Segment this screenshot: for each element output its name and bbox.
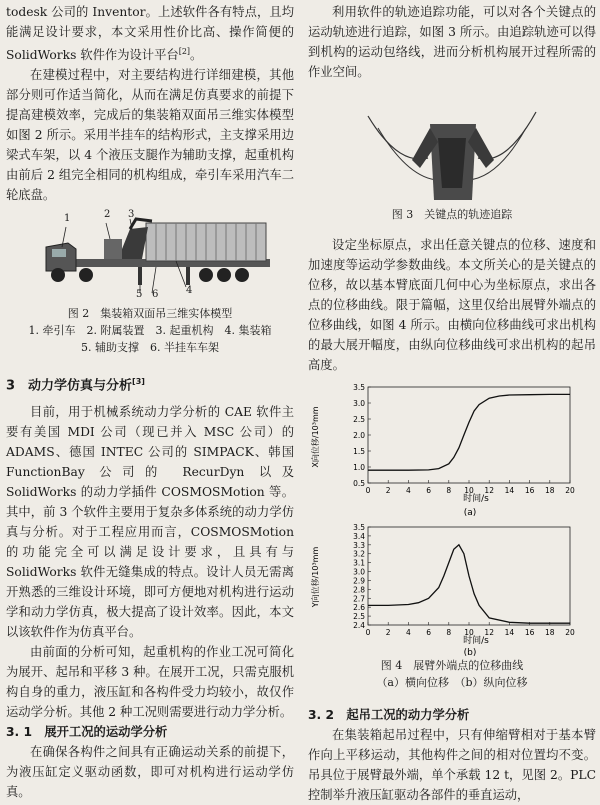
callout-label: 3	[128, 209, 135, 221]
y-tick-label: 3.5	[353, 383, 365, 392]
section-heading	[6, 372, 294, 396]
series-line	[368, 545, 570, 623]
figure-2	[6, 209, 294, 301]
x-tick-label: 12	[484, 628, 494, 637]
citation: [3]	[132, 377, 145, 387]
y-displacement-chart	[308, 519, 596, 657]
citation: [2]	[178, 47, 191, 56]
y-tick-label: 2.9	[353, 576, 365, 586]
figure-legend: 1. 牵引车 2. 附属装置 3. 起重机构 4. 集装箱	[28, 324, 272, 338]
x-tick-label: 4	[406, 486, 411, 495]
paragraph: 目前，用于机械系统动力学分析的 CAE 软件主要有美国 MDI 公司（现已并入 MSC 公司）的 ADAMS、德国 INTEC 公司的 SIMPACK、韩国 FunctionBay 公司的 RecurDyn 以及 SolidWorks 的动力学插件 COSMOSMotion 等。其中，前 3 个软件主要用于复杂多体系统的动力学仿真与分析。对于工程应用而言，COSMOSMotion 的功能完全可以满足设计要求，且具有与 SolidWorks 软件无缝集成的特点。设计人员无需离开熟悉的三维设计环境，即可方便地对机构进行运动学和动力学仿真，极大提高了设计效率。因此，本文以该软件作为仿真平台。	[6, 405, 294, 640]
callout-label: 1	[64, 213, 71, 225]
right-column	[308, 0, 596, 805]
x-tick-label: 14	[504, 628, 515, 637]
y-tick-label: 3.2	[353, 549, 365, 559]
y-tick-label: 2.4	[353, 621, 365, 630]
callout-label: 4	[186, 285, 193, 297]
figure-legend: 5. 辅助支撑 6. 半挂车车架	[81, 341, 219, 355]
text: 。	[190, 48, 203, 63]
x-tick-label: 10	[464, 486, 474, 495]
paragraph: 利用软件的轨迹追踪功能，可以对各个关键点的运动轨迹进行追踪，如图 3 所示。由追踪轨迹可以得到机构的运动包络线，进而分析机构展开过程所需的作业空间。	[308, 5, 596, 79]
heading-text: 3 动力学仿真与分析	[6, 378, 133, 394]
paragraph: 在确保各构件之间具有正确运动关系的前提下，为液压缸定义驱动函数，即可对机构进行运动学仿真。	[6, 745, 294, 800]
y-tick-label: 3.5	[353, 523, 365, 532]
subsection-heading: 3. 2 起吊工况的动力学分析	[308, 708, 470, 722]
x-tick-label: 8	[446, 628, 452, 637]
y-tick-label: 2.5	[353, 612, 365, 622]
figure-4b	[308, 519, 596, 657]
x-tick-label: 16	[524, 628, 535, 637]
x-tick-label: 16	[524, 486, 535, 495]
y-tick-label: 2.7	[353, 594, 365, 604]
figure-caption: 图 3 关键点的轨迹追踪	[391, 208, 513, 221]
y-tick-label: 3.4	[353, 531, 365, 541]
y-tick-label: 3.3	[353, 540, 365, 550]
y-tick-label: 0.5	[353, 479, 365, 488]
x-axis-label: 时间/s	[463, 494, 489, 504]
y-tick-label: 3.1	[353, 558, 365, 568]
x-tick-label: 6	[426, 628, 431, 637]
figure-4a	[308, 379, 596, 519]
x-tick-label: 12	[484, 486, 494, 495]
figure-caption: 图 2 集装箱双面吊三维实体模型	[67, 307, 233, 321]
figure-caption: 图 4 展臂外端点的位移曲线	[380, 659, 524, 672]
paragraph: 在建模过程中，对主要结构进行详细建模，其他部分则可作适当简化，从而在满足仿真要求的前提下提高建模效率，完成后的集装箱双面吊三维实体模型如图 2 所示。采用半挂车的结构形式，主支撑采用边梁式车架，以 4 个液压支腿作为辅助支撑，起重机构由前后 2 组完全相同的机构组成，牵引车采用汽车二轮底盘。	[6, 68, 294, 203]
trajectory-tracking-illustration	[308, 88, 596, 206]
y-tick-label: 1.5	[353, 447, 365, 456]
container-vehicle-model-illustration	[6, 209, 294, 301]
panel-label: (a)	[463, 508, 477, 518]
panel-label: (b)	[463, 648, 477, 657]
x-tick-label: 18	[545, 486, 555, 495]
x-tick-label: 0	[365, 628, 371, 637]
x-displacement-chart	[308, 379, 596, 519]
x-axis-label: 时间/s	[463, 636, 489, 646]
x-tick-label: 10	[464, 628, 474, 637]
x-tick-label: 0	[365, 486, 371, 495]
x-tick-label: 6	[426, 486, 431, 495]
paragraph: 设定坐标原点，求出任意关键点的位移、速度和加速度等运动学参数曲线。本文所关心的是关键点的位移，故以基本臂底面几何中心为坐标原点，求出各点的位移曲线。限于篇幅，这里仅给出展臂外端点的位移曲线，如图 4 所示。由横向位移曲线可求出机构的最大展开幅度，由纵向位移曲线可求出机构的起吊高度。	[308, 238, 596, 372]
callout-label: 5	[136, 289, 143, 301]
x-tick-label: 8	[446, 486, 452, 495]
paragraph: 在集装箱起吊过程中，只有伸缩臂相对于基本臂作向上平移运动，其他构件之间的相对位置均不变。吊具位于展臂最外端，单个承载 12 t，见图 2。PLC 控制举升液压缸驱动各部件的垂直运动，	[308, 728, 596, 802]
y-tick-label: 2.5	[353, 415, 365, 424]
y-axis-label: Y向位移/10³mm	[311, 546, 320, 608]
callout-label: 6	[152, 289, 159, 301]
y-tick-label: 3.0	[353, 399, 365, 408]
y-tick-label: 1.0	[353, 463, 365, 472]
paragraph: 由前面的分析可知，起重机构的作业工况可简化为展开、起吊和平移 3 种。在展开工况，只需克服机构自身的重力，液压缸和各构件受力均较小，故仅作运动学分析。其他 2 种工况则需要进行动力学分析。	[6, 645, 294, 720]
plot-frame	[368, 387, 570, 483]
y-tick-label: 2.0	[353, 431, 365, 440]
y-tick-label: 2.8	[353, 585, 365, 595]
callout-label: 2	[104, 209, 111, 221]
x-tick-label: 20	[565, 628, 575, 637]
x-tick-label: 2	[385, 628, 391, 637]
left-column	[6, 0, 294, 802]
series-line	[368, 394, 570, 470]
figure-3	[308, 88, 596, 206]
x-tick-label: 18	[545, 628, 555, 637]
paragraph	[6, 2, 294, 65]
x-tick-label: 2	[385, 486, 391, 495]
x-tick-label: 14	[504, 486, 515, 495]
y-axis-label: X向位移/10³mm	[311, 406, 320, 468]
x-tick-label: 4	[406, 628, 411, 637]
subsection-heading: 3. 1 展开工况的运动学分析	[6, 725, 168, 740]
x-tick-label: 20	[565, 486, 575, 495]
text: todesk 公司的 Inventor。上述软件各有特点，且均能满足设计要求，本文采用性价比高、操作简便的 SolidWorks 软件作为设计平台	[6, 5, 294, 63]
y-tick-label: 2.6	[353, 603, 365, 613]
figure-subcaption: （a）横向位移 （b）纵向位移	[376, 676, 528, 689]
y-tick-label: 3.0	[353, 567, 365, 577]
